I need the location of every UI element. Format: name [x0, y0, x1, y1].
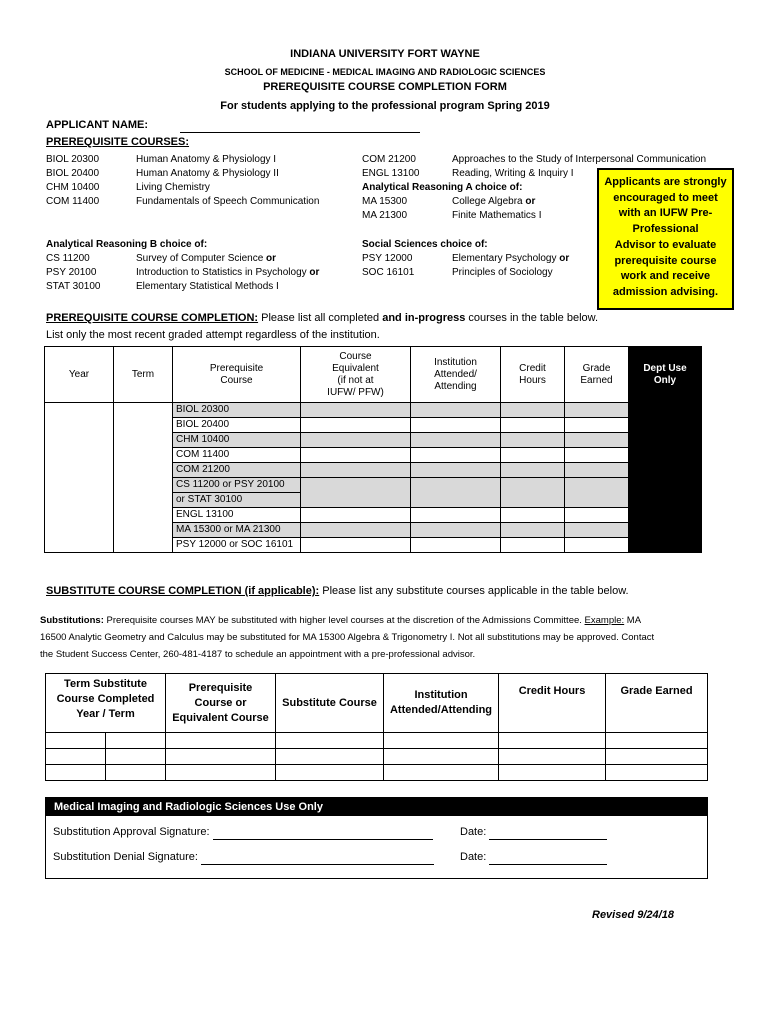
reasoning-b-heading: Analytical Reasoning B choice of: [46, 239, 208, 250]
cell[interactable] [411, 508, 501, 523]
approval-signature-field[interactable] [213, 827, 433, 840]
prereq-cell: CHM 10400 [173, 433, 301, 448]
cell[interactable] [499, 749, 606, 765]
prereq-cell: BIOL 20400 [173, 418, 301, 433]
list-item: PSY 12000 Elementary Psychology or [362, 253, 570, 264]
col-dept-use: Dept Use Only [629, 347, 702, 403]
cell[interactable] [606, 749, 708, 765]
table-row [46, 749, 708, 765]
completion-instructions: PREREQUISITE COURSE COMPLETION: Please list all completed and in-progress courses in the table below. [46, 312, 599, 324]
table-row [46, 765, 708, 781]
cell[interactable] [501, 463, 565, 478]
prereq-cell: CS 11200 or PSY 20100 [173, 478, 301, 493]
term-cell[interactable] [114, 403, 173, 553]
cell[interactable] [384, 765, 499, 781]
cell[interactable] [501, 448, 565, 463]
cell[interactable] [166, 733, 276, 749]
form-subtitle: For students applying to the professional program Spring 2019 [220, 100, 550, 112]
cell[interactable] [411, 478, 501, 508]
cell[interactable] [46, 733, 106, 749]
school-name: SCHOOL OF MEDICINE - MEDICAL IMAGING AND RADIOLOGIC SCIENCES [224, 67, 546, 77]
cell[interactable] [411, 448, 501, 463]
list-item: STAT 30100 Elementary Statistical Methods I [46, 281, 279, 292]
prereq-completion-table [44, 346, 702, 553]
list-item: COM 21200 Approaches to the Study of Interpersonal Communication [362, 154, 707, 165]
col-prereq: Prerequisite Course [173, 347, 301, 403]
col-year: Year [45, 347, 114, 403]
university-name: INDIANA UNIVERSITY FORT WAYNE [290, 48, 480, 60]
cell[interactable] [411, 418, 501, 433]
cell[interactable] [301, 418, 411, 433]
cell[interactable] [301, 538, 411, 553]
cell[interactable] [565, 538, 629, 553]
social-sciences-list [362, 238, 602, 280]
cell[interactable] [106, 765, 166, 781]
substitution-paragraph: Substitutions: Prerequisite courses MAY be substituted with higher level courses at the discretion of the Admissions Committee. Example: MA 16500 Analytic Geometry and Calculus may be substituted for MA 15300 Algebra & Trigonometry I. Not all substitutions may be approved. Contact the Student Success Center, 260-481-4187 to schedule an appointment with a pre-professional advisor. [40, 615, 655, 660]
prereq-cell: COM 11400 [173, 448, 301, 463]
revision-date: Revised 9/24/18 [592, 909, 674, 921]
cell[interactable] [301, 478, 411, 508]
col-grade-earned: Grade Earned [606, 674, 708, 733]
prereq-cell: COM 21200 [173, 463, 301, 478]
approval-signature-row: Substitution Approval Signature: [53, 825, 433, 840]
list-item: CHM 10400 Living Chemistry [46, 182, 210, 193]
col-institution: Institution Attended/ Attending [411, 347, 501, 403]
cell[interactable] [411, 463, 501, 478]
cell[interactable] [411, 538, 501, 553]
col-equivalent: Course Equivalent (if not at IUFW/ PFW) [301, 347, 411, 403]
list-item: MA 21300 Finite Mathematics I [362, 210, 542, 221]
col-institution: Institution Attended/Attending [384, 674, 499, 733]
cell[interactable] [411, 523, 501, 538]
denial-signature-field[interactable] [201, 852, 434, 865]
substitute-course-table [45, 673, 708, 781]
list-item: MA 15300 College Algebra or [362, 196, 536, 207]
use-only-title: Medical Imaging and Radiologic Sciences Use Only [46, 798, 707, 816]
reasoning-b-list [46, 238, 366, 294]
cell[interactable] [565, 478, 629, 508]
applicant-name-label: APPLICANT NAME: [46, 119, 149, 131]
cell[interactable] [46, 749, 106, 765]
cell[interactable] [501, 403, 565, 418]
cell[interactable] [565, 448, 629, 463]
col-grade: Grade Earned [565, 347, 629, 403]
cell[interactable] [501, 538, 565, 553]
cell[interactable] [384, 749, 499, 765]
reasoning-a-heading: Analytical Reasoning A choice of: [362, 182, 523, 193]
cell[interactable] [565, 508, 629, 523]
prereq-cell: ENGL 13100 [173, 508, 301, 523]
cell[interactable] [301, 508, 411, 523]
cell[interactable] [501, 418, 565, 433]
cell[interactable] [565, 433, 629, 448]
list-item: CS 11200 Survey of Computer Science or [46, 253, 277, 264]
completion-note: List only the most recent graded attempt regardless of the institution. [46, 329, 380, 341]
list-item: SOC 16101 Principles of Sociology [362, 267, 553, 278]
cell[interactable] [384, 733, 499, 749]
cell[interactable] [606, 765, 708, 781]
substitute-heading: SUBSTITUTE COURSE COMPLETION (if applicable): Please list any substitute courses applicable in the table below. [46, 585, 629, 597]
applicant-name-field[interactable] [180, 118, 420, 133]
prereq-cell: BIOL 20300 [173, 403, 301, 418]
prereq-cell: or STAT 30100 [173, 493, 301, 508]
cell[interactable] [565, 463, 629, 478]
cell[interactable] [276, 749, 384, 765]
cell[interactable] [411, 433, 501, 448]
approval-date-field[interactable] [489, 827, 607, 840]
dept-use-cell [629, 403, 702, 553]
cell[interactable] [565, 403, 629, 418]
list-item: BIOL 20300 Human Anatomy & Physiology I [46, 154, 277, 165]
list-item: COM 11400 Fundamentals of Speech Communication [46, 196, 320, 207]
table-row [45, 403, 702, 418]
cell[interactable] [301, 523, 411, 538]
cell[interactable] [301, 403, 411, 418]
cell[interactable] [166, 765, 276, 781]
cell[interactable] [411, 403, 501, 418]
col-substitute-course: Substitute Course [276, 674, 384, 733]
cell[interactable] [276, 765, 384, 781]
social-sciences-heading: Social Sciences choice of: [362, 239, 488, 250]
cell[interactable] [276, 733, 384, 749]
table-row [46, 733, 708, 749]
cell[interactable] [606, 733, 708, 749]
cell[interactable] [301, 463, 411, 478]
list-item: ENGL 13100 Reading, Writing & Inquiry I [362, 168, 574, 179]
cell[interactable] [501, 478, 565, 508]
cell[interactable] [106, 733, 166, 749]
list-item: PSY 20100 Introduction to Statistics in Psychology or [46, 267, 320, 278]
form-title: PREREQUISITE COURSE COMPLETION FORM [263, 81, 507, 93]
advisor-notice-box: Applicants are strongly encouraged to meet with an IUFW Pre- Professional Advisor to evaluate prerequisite course work and receive admission advising. [597, 168, 734, 310]
col-credit-hours: Credit Hours [499, 674, 606, 733]
cell[interactable] [106, 749, 166, 765]
cell[interactable] [301, 433, 411, 448]
cell[interactable] [501, 523, 565, 538]
year-cell[interactable] [45, 403, 114, 553]
approval-date-row: Date: [460, 825, 607, 840]
cell[interactable] [46, 765, 106, 781]
core-course-list [46, 153, 346, 209]
col-prereq-equivalent: Prerequisite Course or Equivalent Course [166, 674, 276, 733]
cell[interactable] [499, 765, 606, 781]
prereq-cell: MA 15300 or MA 21300 [173, 523, 301, 538]
cell[interactable] [499, 733, 606, 749]
denial-signature-row: Substitution Denial Signature: [53, 850, 434, 865]
list-item: BIOL 20400 Human Anatomy & Physiology II [46, 168, 279, 179]
col-credit: Credit Hours [501, 347, 565, 403]
denial-date-row: Date: [460, 850, 607, 865]
cell[interactable] [301, 448, 411, 463]
denial-date-field[interactable] [489, 852, 607, 865]
cell[interactable] [501, 508, 565, 523]
col-term-substitute: Term Substitute Course Completed Year / Term [46, 674, 166, 733]
prereq-courses-heading: PREREQUISITE COURSES: [46, 136, 190, 148]
cell[interactable] [166, 749, 276, 765]
cell[interactable] [565, 523, 629, 538]
cell[interactable] [565, 418, 629, 433]
col-term: Term [114, 347, 173, 403]
prereq-cell: PSY 12000 or SOC 16101 [173, 538, 301, 553]
use-only-box [45, 797, 708, 879]
cell[interactable] [501, 433, 565, 448]
